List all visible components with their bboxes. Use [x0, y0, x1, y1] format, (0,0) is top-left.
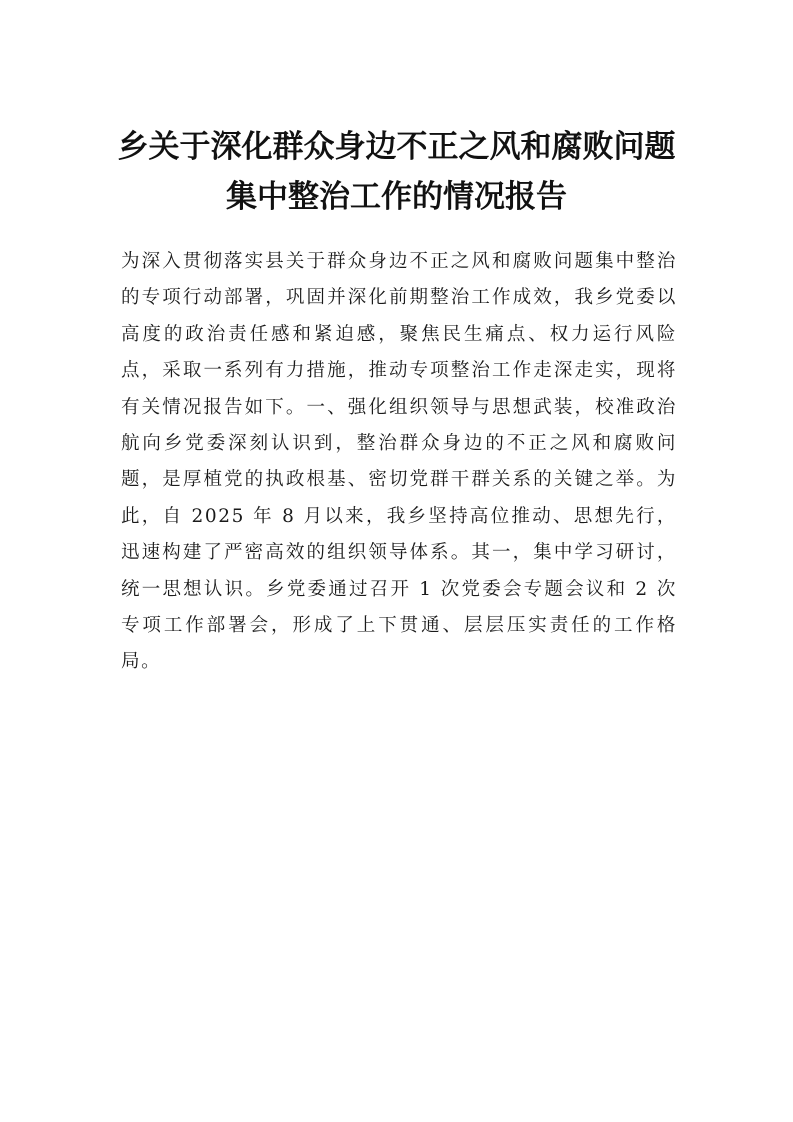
- body-paragraph: 为深入贯彻落实县关于群众身边不正之风和腐败问题集中整治的专项行动部署，巩固并深化前期整治工作成效，我乡党委以高度的政治责任感和紧迫感，聚焦民生痛点、权力运行风险点，采取一系列有力措施，推动专项整治工作走深走实，现将有关情况报告如下。一、强化组织领导与思想武装，校准政治航向乡党委深刻认识到，整治群众身边的不正之风和腐败问题，是厚植党的执政根基、密切党群干群关系的关键之举。为此，自 2025 年 8 月以来，我乡坚持高位推动、思想先行，迅速构建了严密高效的组织领导体系。其一，集中学习研讨，统一思想认识。乡党委通过召开 1 次党委会专题会议和 2 次专项工作部署会，形成了上下贯通、层层压实责任的工作格局。: [121, 251, 677, 673]
- title-line-1: 乡关于深化群众身边不正之风和腐败问题: [117, 129, 676, 165]
- document-title: [0, 122, 793, 222]
- title-line-2: 集中整治工作的情况报告: [226, 179, 567, 215]
